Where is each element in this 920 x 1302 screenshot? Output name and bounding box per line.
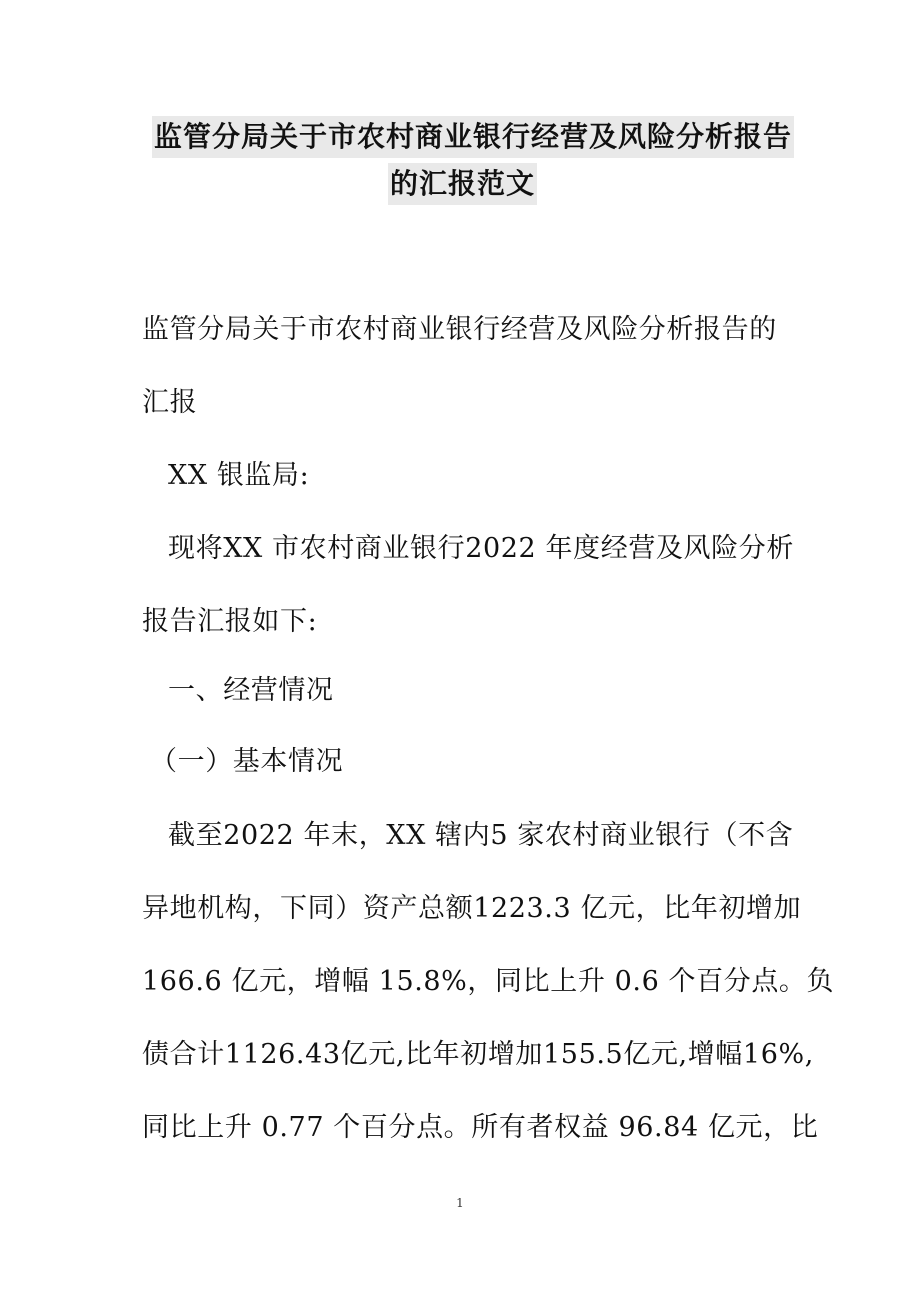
subsection-heading: （一）基本情况 <box>150 746 344 777</box>
body-text-line: 现将XX 市农村商业银行2022 年度经营及风险分析 <box>168 533 794 564</box>
salutation: XX 银监局: <box>168 460 310 491</box>
document-title-line-1: 监管分局关于市农村商业银行经营及风险分析报告 <box>152 116 794 158</box>
section-heading: 一、经营情况 <box>168 675 334 706</box>
body-text-line: 同比上升 0.77 个百分点。所有者权益 96.84 亿元，比 <box>142 1112 819 1143</box>
body-text-line: 166.6 亿元，增幅 15.8%，同比上升 0.6 个百分点。负 <box>142 966 835 997</box>
body-text-line: 截至2022 年末，XX 辖内5 家农村商业银行（不含 <box>168 820 794 851</box>
body-text-line: 异地机构，下同）资产总额1223.3 亿元，比年初增加 <box>142 893 802 924</box>
document-title-line-2: 的汇报范文 <box>388 163 537 205</box>
page-number: 1 <box>456 1196 464 1210</box>
body-text-line: 债合计1126.43亿元,比年初增加155.5亿元,增幅16%, <box>142 1039 814 1070</box>
body-text-line: 监管分局关于市农村商业银行经营及风险分析报告的 <box>142 314 777 345</box>
body-text-line: 汇报 <box>142 387 198 418</box>
body-text-line: 报告汇报如下: <box>142 606 318 637</box>
